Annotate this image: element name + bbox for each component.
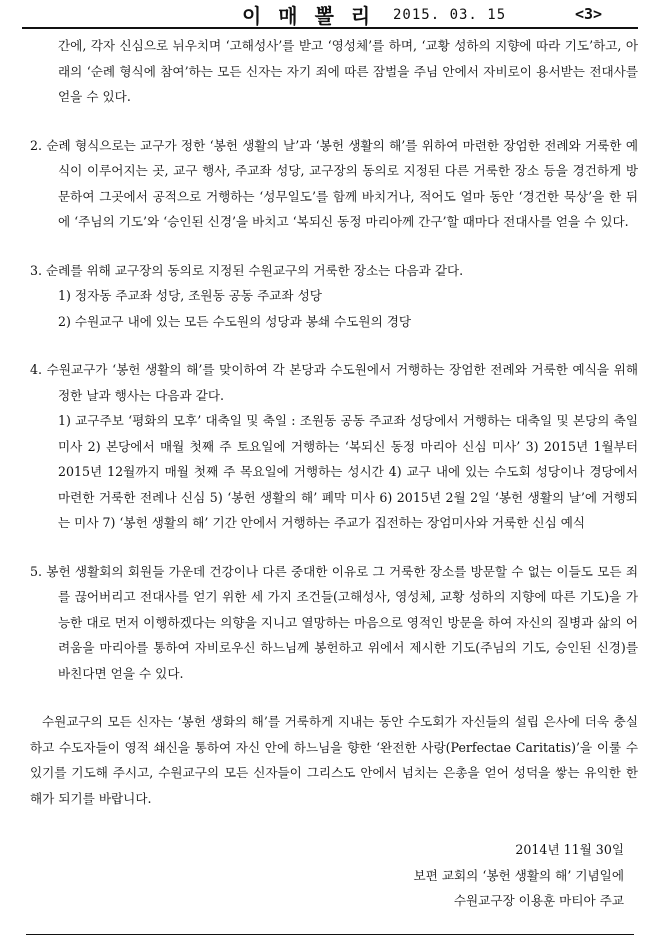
item-3-sub-2: 2) 수원교구 내에 있는 모든 수도원의 성당과 봉쇄 수도원의 경당 [58,313,412,329]
article-body [30,33,638,914]
closing-paragraph: 수원교구의 모든 신자는 ‘봉헌 생화의 해’를 거룩하게 지내는 동안 수도회가 자신들의 설립 은사에 더욱 충실하고 수도자들이 영적 쇄신을 통하여 자신 안에 하느님을 향한 ‘완전한 사랑(Perfectae Caritatis)’을 이룰 수 있기를 기도해 주시고, 수원교구의 모든 신자들이 그리스도 안에서 넘치는 은총을 얻어 성덕을 쌓는 유익한 한 해가 되기를 바랍니다. [30,714,638,806]
item-4 [30,357,638,536]
header-rule [22,27,638,29]
item-3-text: 3. 순례를 위해 교구장의 동의로 지정된 수원교구의 거룩한 장소는 다음과 같다. [30,262,464,278]
intro-continuation: 간에, 각자 신심으로 뉘우치며 ‘고해성사’를 받고 ‘영성체’를 하며, ‘교황 성하의 지향에 따라 기도’하고, 아래의 ‘순례 형식에 참여’하는 모든 신자는 자기 죄에 따른 잠벌을 주님 안에서 자비로이 용서받는 전대사를 얻을 수 있다. [58,38,638,104]
item-4-text: 4. 수원교구가 ‘봉헌 생활의 해’를 맞이하여 각 본당과 수도원에서 거행하는 장엄한 전례와 거룩한 예식을 위해 정한 날과 행사는 다음과 같다. [30,362,638,403]
signature-date: 2014년 11월 30일 [515,842,624,857]
page-header [22,0,638,27]
signature-author: 수원교구장 이용훈 마티아 주교 [453,893,624,908]
page-number: <3> [575,5,603,23]
footer-rule [26,934,634,935]
issue-date: 2015. 03. 15 [393,7,507,23]
item-5: 5. 봉헌 생활회의 회원들 가운데 건강이나 다른 중대한 이유로 그 거룩한 장소를 방문할 수 없는 이들도 모든 죄를 끊어버리고 전대사를 얻기 위한 세 가지 조건들(고해성사, 영성체, 교황 성하의 지향에 따른 기도)을 가능한 대로 먼저 이행하겠다는 의향을 지니고 열망하는 마음으로 영적인 방문을 하여 자신의 질병과 삶의 어려움을 마리아를 통하여 자비로우신 하느님께 봉헌하고 위에서 제시한 기도(주님의 기도, 승인된 신경)를 바친다면 얻을 수 있다. [30,563,638,681]
newsletter-title: 이 매 뽈 리 [242,4,376,28]
item-3 [30,258,638,335]
signature-block [30,837,638,914]
item-3-sub-1: 1) 정자동 주교좌 성당, 조원동 공동 주교좌 성당 [58,288,322,303]
item-4-details: 1) 교구주보 ‘평화의 모후’ 대축일 및 축일 : 조원동 공동 주교좌 성당에서 거행하는 대축일 및 본당의 축일 미사 2) 본당에서 매월 첫째 주 토요일에 거행하는 ‘복되신 동정 마리아 신심 미사’ 3) 2015년 1월부터 2015년 12월까지 매월 첫째 주 목요일에 거행하는 성시간 4) 교구 내에 있는 수도회 성당이나 경당에서 마련한 거룩한 전례나 신심 5) ‘봉헌 생활의 해’ 폐막 미사 6) 2015년 2월 2일 ‘봉헌 생활의 날’에 거행되는 미사 7) ‘봉헌 생활의 해’ 기간 안에서 거행하는 주교가 집전하는 장엄미사와 거룩한 신심 예식 [58,413,638,530]
signature-occasion: 보편 교회의 ‘봉헌 생활의 해’ 기념일에 [413,867,624,883]
item-2: 2. 순례 형식으로는 교구가 정한 ‘봉헌 생활의 날’과 ‘봉헌 생활의 해’를 위하여 마련한 장엄한 전례와 거룩한 예식이 이루어지는 곳, 교구 행사, 주교좌 성당, 교구장의 동의로 지정된 다른 거룩한 장소 등을 경건하게 방문하여 그곳에서 공적으로 거행하는 ‘성무일도’를 함께 바치거나, 적어도 얼마 동안 ‘경건한 묵상’을 한 뒤에 ‘주님의 기도’와 ‘승인된 신경’을 바치고 ‘복되신 동정 마리아께 간구’할 때마다 전대사를 얻을 수 있다. [30,137,638,229]
